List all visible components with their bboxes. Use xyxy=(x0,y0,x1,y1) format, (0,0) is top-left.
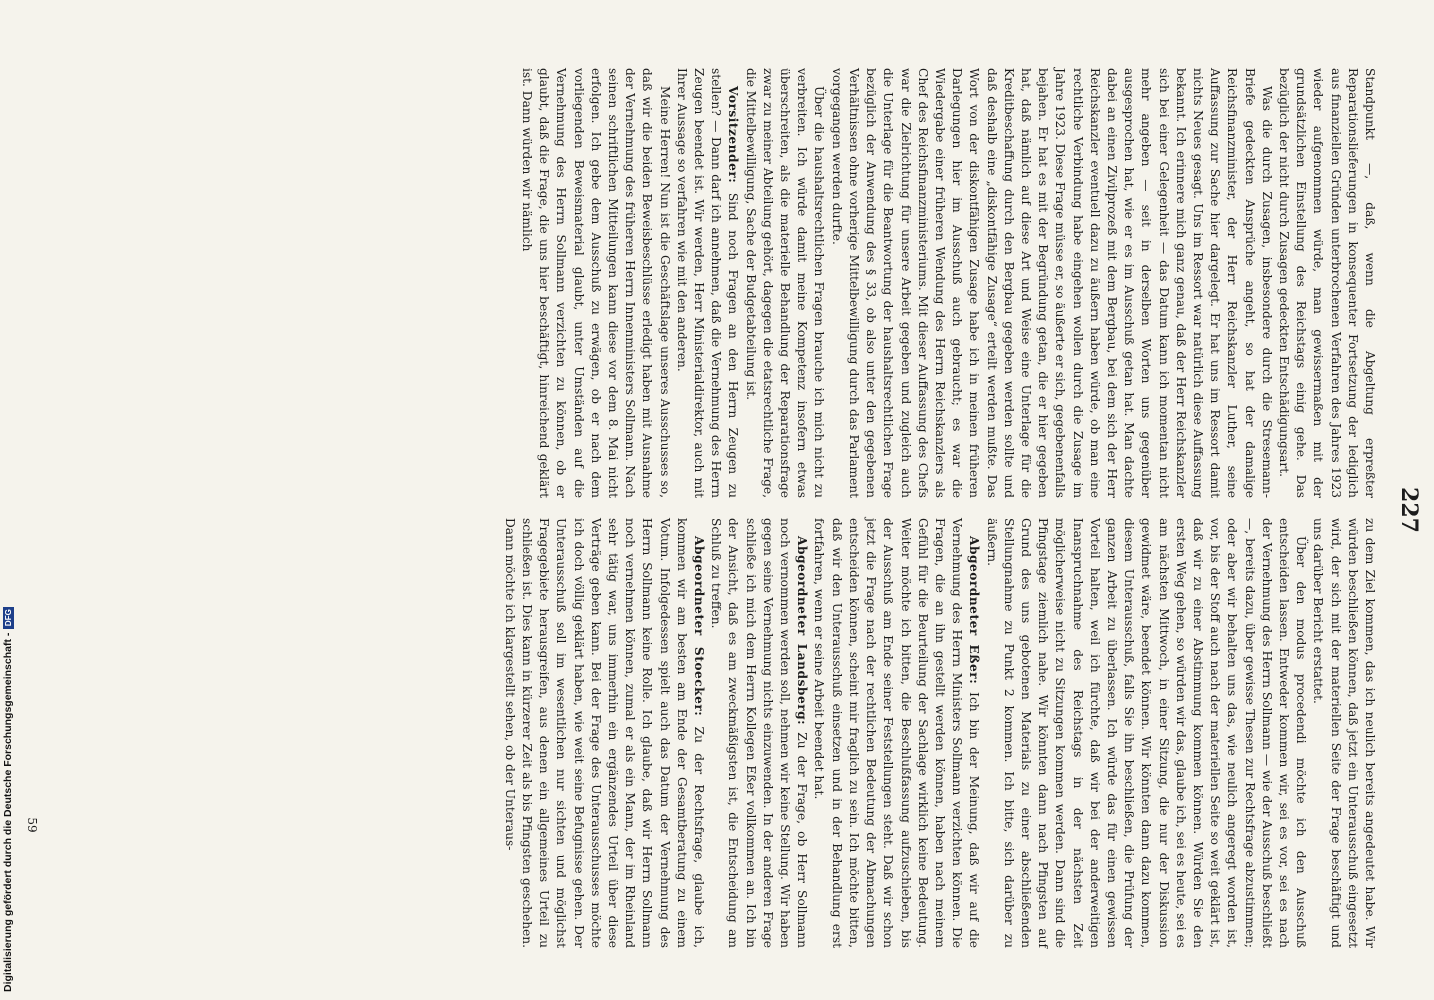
paragraph xyxy=(673,68,742,498)
speaker-name: Abgeordneter Eßer: xyxy=(967,536,982,685)
paragraph-text: Was die durch Zusagen, insbesondere durch die Stresemann-Briefe gedeckten Ansprüche angeht, so hat der damalige Reichsfinanzminister, der Herr Reichskanzler Luther, seine Auffassung zur Sache hier dargelegt. Er hat uns im Ressort damit nichts Neues gesagt. Uns im Ressort war natürlich diese Auffassung bekannt. Ich erinnere mich ganz genau, daß der Herr Reichskanzler sich bei einer Gelegenheit — das Datum kann ich momentan nicht mehr angeben — seit in derselben Worten uns gegenüber ausgesprochen hat, wie er es im Ausschuß getan hat. Man dachte dabei an einen Zivilprozeß mit dem Bergbau, bei dem sich der Herr Reichskanzler eventuell dazu zu äußern haben würde, ob man eine rechtliche Verbindung habe eingehen wollen durch die Zusage im Jahre 1923. Diese Frage müsse er, so äußerte er sich, gegebenenfalls bejahen. Er hat es mit der Begründung getan, die er hier gegeben hat, daß nämlich auf diese Art und Weise eine Unterlage für die Kreditbeschaffung durch den Bergbau gegeben werden sollte und daß deshalb eine „diskontfähige Zusage“ erteilt werden mußte. Das Wort von der diskontfähigen Zusage habe ich in meinen früheren Darlegungen hier im Ausschuß auch gebraucht; es war die Wiedergabe einer früheren Wendung des Herrn Reichskanzlers als Chef des Reichsfinanzministeriums. Mit dieser Auffassung des Chefs war die Zielrichtung für unsere Arbeit gegeben und zugleich auch die Unterlage für die Beantwortung der haushaltsrechtlichen Frage bezüglich der Anwendung des § 33, ob also unter den gegebenen Verhältnissen ohne vorherige Mittelbewilligung durch das Parlament vorgegangen werden durfte. xyxy=(829,68,1274,498)
paragraph xyxy=(828,68,1275,498)
dfg-logo: DFG xyxy=(3,607,14,629)
attribution-text: Digitalisierung gefördert durch die Deutsche Forschungsgemeinschaft - xyxy=(2,632,14,992)
text-column-left xyxy=(518,68,1378,498)
speaker-name: Abgeordneter Stoecker: xyxy=(692,536,707,717)
paragraph xyxy=(707,518,810,948)
paragraph-text: Über die haushaltsrechtlichen Fragen brauche ich mich nicht zu verbreiten. Ich würde damit meine Kompetenz insofern etwas überschreiten, als die materielle Behandlung der Reparationsfrage zwar zu meiner Abteilung gehört, dagegen die etatsrechtliche Frage, die Mittelbewilligung, Sache der Budgetabteilung ist. xyxy=(743,68,827,498)
attribution-strip xyxy=(0,0,14,1000)
page-number: 227 xyxy=(1396,487,1422,533)
paragraph-text: zu dem Ziel kommen, das ich neulich bereits angedeutet habe. Wir würden beschließen können, daß jetzt ein Unterausschuß eingesetzt wird, der sich mit der materiellen Seite der Frage beschäftigt und uns darüber Bericht erstattet. xyxy=(1311,518,1377,948)
paragraph xyxy=(982,518,1309,948)
printer-signature: 59 xyxy=(25,817,39,833)
paragraph xyxy=(810,518,982,948)
paragraph-text: Standpunkt —, daß, wenn die Abgeltung erpreßter Reparationslieferungen in konsequenter Fortsetzung der lediglich aus finanziellen Gründen unterbrochenen Verfahren des Jahres 1923 wieder aufgenommen würde, man gewissermaßen mit der grundsätzlichen Einstellung des Reichstags einig gehe. Das bezüglich der nicht durch Zusagen gedeckten Entschädigungsart. xyxy=(1276,68,1377,498)
paragraph xyxy=(1309,518,1378,948)
paragraph xyxy=(741,68,827,498)
paragraph-text: Sind noch Fragen an den Herrn Zeugen zu stellen? — Dann darf ich annehmen, daß die Vernehmung des Herrn Zeugen beendet ist. Wir werden, Herr Ministerialdirektor, auch mit Ihrer Aussage so verfahren wie mit den anderen. xyxy=(674,68,741,498)
paragraph xyxy=(1275,68,1378,498)
paragraph-text: Zu der Rechtsfrage, glaube ich, kommen wir am besten am Ende der Gesamtberatung zu einem Votum. Infolgedessen spielt auch das Datum der Vernehmung des Herrn Sollmann keine Rolle. Ich glaube, daß wir Herrn Sollmann noch vernehmen können, zumal er als ein Mann, der im Rheinland sehr tätig war, uns immerhin ein ergänzendes Urteil über diese Verträge geben kann. Bei der Frage des Unterausschusses möchte ich doch völlig geklärt haben, wie weit seine Befugnisse gehen. Der Unterausschuß soll im wesentlichen nur sichten und möglichst Fragegebiete herausgreifen, aus denen ein allgemeines Urteil zu schließen ist. Dies kann in kürzerer Zeit als bis Pfingsten geschehen. Dann möchte ich klargestellt sehen, ob der Unteraus- xyxy=(502,518,707,949)
paragraph-text: Zu der Frage, ob Herr Sollmann noch vernommen werden soll, nehmen wir keine Stellung. Wir haben gegen seine Vernehmung nichts einzuwenden. In der anderen Frage schließe ich mich dem Herrn Kollegen Eßer vollkommen an. Ich bin der Ansicht, daß es am zweckmäßigsten ist, die Entscheidung am Schluß zu treffen. xyxy=(709,518,810,948)
paragraph xyxy=(501,518,707,948)
attribution-text-wrapper xyxy=(2,2,14,992)
paragraph-text: Ich bin der Meinung, daß wir auf die Vernehmung des Herrn Ministers Sollmann verzichten können. Die Fragen, die an ihn gestellt werden können, haben nach meinem Gefühl für die Beurteilung der Sachlage wirklich keine Bedeutung. Weiter möchte ich bitten, die Beschlußfassung aufzuschieben, bis der Ausschuß am Ende seiner Feststellungen steht. Daß wir schon jetzt die Frage nach der rechtlichen Bedeutung der Abmachungen entscheiden können, scheint mir fraglich zu sein. Ich möchte bitten, daß wir den Unterausschuß einsetzen und in der Behandlung erst fortfahren, wenn er seine Arbeit beendet hat. xyxy=(812,518,982,948)
speaker-name: Vorsitzender: xyxy=(726,86,741,184)
paragraph-text: Meine Herren! Nun ist die Geschäftslage unseres Ausschusses so, daß wir die beiden Beweisbeschlüsse erledigt haben mit Ausnahme der Vernehmung des früheren Herrn Innenministers Sollmann. Nach seinen schriftlichen Mitteilungen kann diese vor dem 8. Mai nicht erfolgen. Ich gebe dem Ausschuß zu erwägen, ob er nach dem vorliegenden Beweismaterial glaubt, unter Umständen auf die Vernehmung des Herrn Sollmann verzichten zu können, ob er glaubt, daß die Frage, die uns hier beschäftigt, hinreichend geklärt ist. Dann würden wir nämlich xyxy=(520,68,672,498)
speaker-name: Abgeordneter Landsberg: xyxy=(795,536,810,726)
paragraph-text: Über den modus procedendi möchte ich den Ausschuß entscheiden lassen. Entweder kommen wir, sei es vor, sei es nach der Vernehmung des Herrn Sollmann — wie der Ausschuß beschließt —, bereits dazu, über gewisse Thesen zur Rechtsfrage abzustimmen; oder aber wir behalten uns das, wie neulich angeregt worden ist, vor, bis der Stoff auch nach der materiellen Seite so weit geklärt ist, daß wir zu einer Abstimmung kommen können. Würden Sie den ersten Weg gehen, so würden wir das, glaube ich, sei es heute, sei es am nächsten Mittwoch, in einer Sitzung, die nur der Diskussion gewidmet wäre, beendet können. Wir könnten dann dazu kommen, diesem Unterausschuß, falls Sie ihn beschließen, die Prüfung der ganzen Arbeit zu überlassen. Ich würde das für einen gewissen Vorteil halten, weil ich fürchte, daß wir bei der anderweitigen Inanspruchnahme des Reichstags in der nächsten Zeit möglicherweise nicht zu Sitzungen kommen werden. Dann sind die Pfingstage ziemlich nahe. Wir könnten dann nach Pfingsten auf Grund des uns gebotenen Materials zu einer abschließenden Stellungnahme zu Punkt 2 kommen. Ich bitte, sich darüber zu äußern. xyxy=(984,518,1309,948)
text-column-right xyxy=(501,518,1378,948)
paragraph xyxy=(518,68,673,498)
